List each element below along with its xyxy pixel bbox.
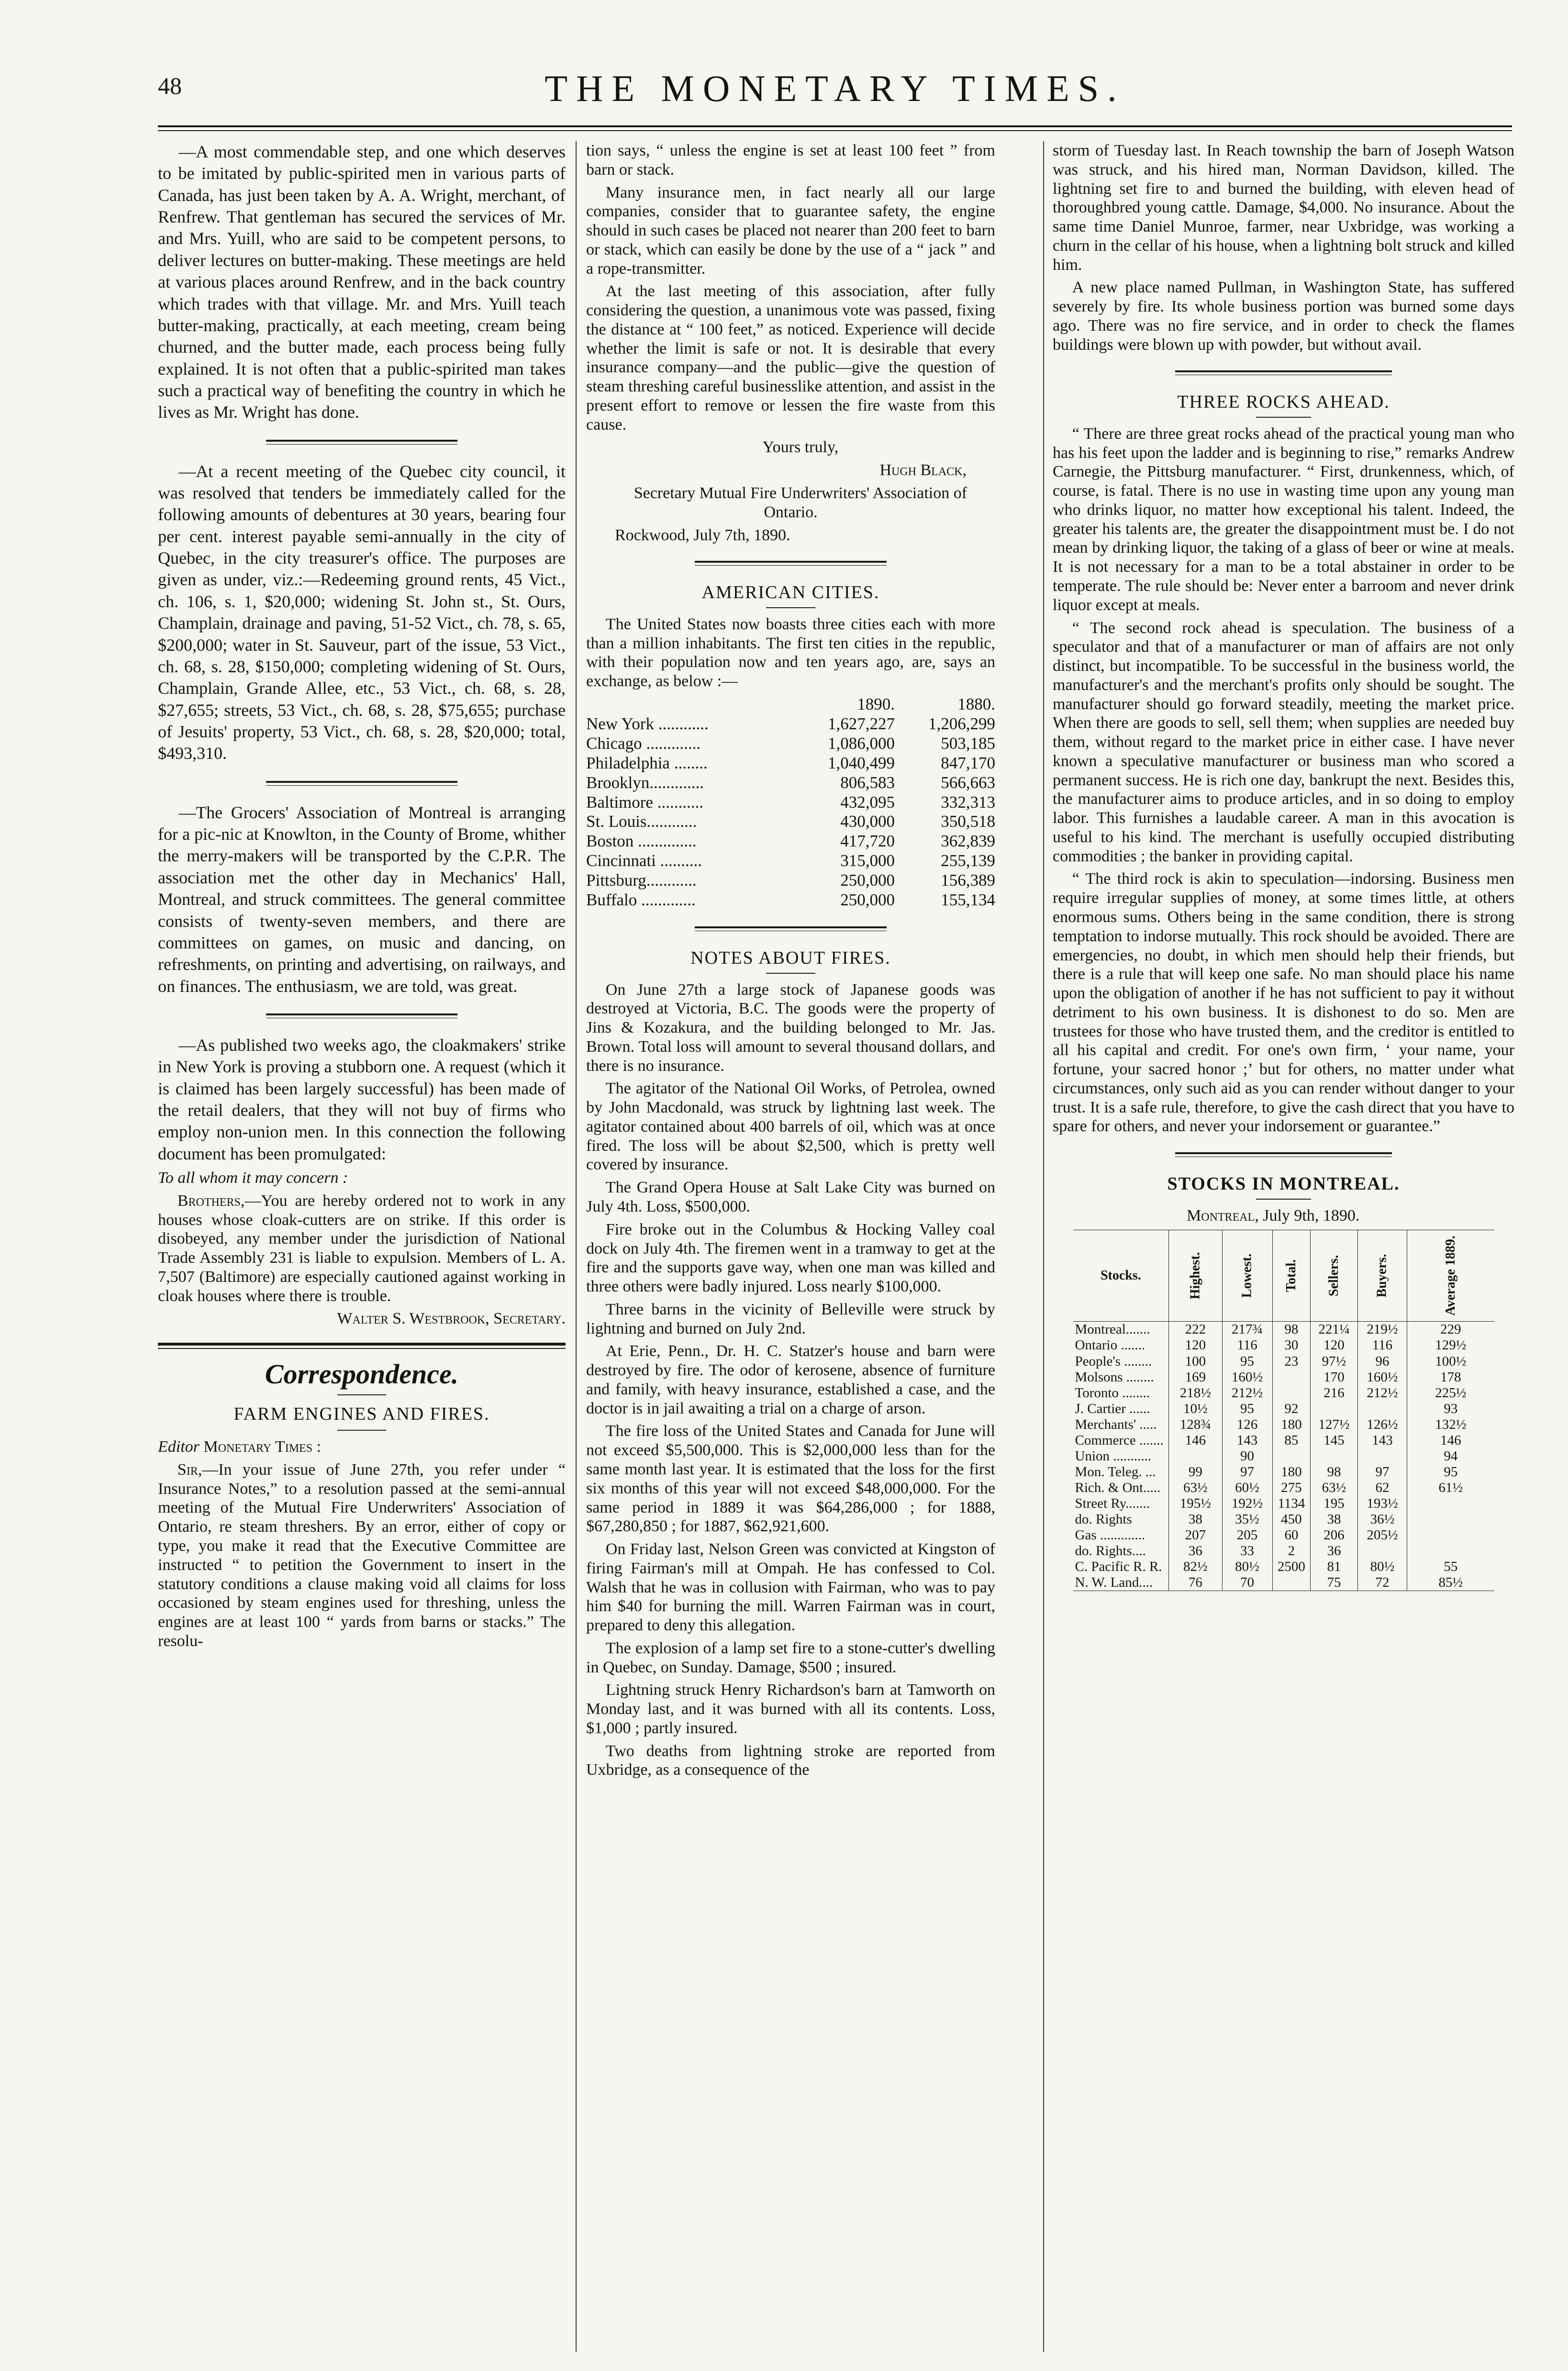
table-cell: 100½ xyxy=(1407,1354,1494,1369)
short-rule xyxy=(1256,417,1312,418)
table-cell: 80½ xyxy=(1357,1559,1407,1575)
table-cell: 81 xyxy=(1311,1559,1357,1575)
table-cell: 146 xyxy=(1407,1433,1494,1448)
table-cell: 23 xyxy=(1272,1354,1311,1369)
table-row xyxy=(1073,1448,1494,1464)
table-cell: Union ........... xyxy=(1075,1448,1151,1464)
table-cell: 156,389 xyxy=(941,871,995,890)
table-row xyxy=(1073,1496,1494,1512)
table-cell: 70 xyxy=(1222,1575,1272,1591)
table-cell: 193½ xyxy=(1357,1496,1407,1512)
table-cell: 95 xyxy=(1407,1464,1494,1480)
paragraph: The United States now boasts three cities each with more than a million inhabitants. The first ten cities in the republic, with their population now and ten years ago, are, says an exchange, as below :— xyxy=(586,615,995,690)
separator-rule xyxy=(695,561,887,566)
table-cell: Cincinnati .......... xyxy=(586,851,702,870)
table-cell: 155,134 xyxy=(941,891,995,910)
column-2 xyxy=(586,141,995,1783)
table-row xyxy=(586,773,995,793)
table-cell: People's ........ xyxy=(1075,1353,1152,1369)
table-cell: 72 xyxy=(1357,1575,1407,1591)
table-header-row xyxy=(586,695,995,714)
separator-rule xyxy=(1175,1152,1392,1157)
stocks-header-label: Buyers. xyxy=(1375,1254,1390,1298)
short-rule xyxy=(337,1394,386,1395)
table-cell: 1,040,499 xyxy=(828,753,895,772)
table-cell: 160½ xyxy=(1222,1369,1272,1385)
separator-rule xyxy=(1175,370,1392,375)
page-number: 48 xyxy=(158,72,182,99)
lead-word: Brothers, xyxy=(177,1191,245,1210)
article-heading: FARM ENGINES AND FIRES. xyxy=(234,1404,490,1425)
stocks-date-place: Montreal, xyxy=(1187,1206,1259,1224)
table-cell: 143 xyxy=(1357,1433,1407,1448)
stocks-header-label: Sellers. xyxy=(1326,1255,1342,1297)
short-rule xyxy=(337,1430,386,1431)
table-cell: 250,000 xyxy=(840,891,895,910)
table-cell xyxy=(1357,1401,1407,1417)
paragraph: The explosion of a lamp set fire to a stone-cutter's dwelling in Quebec, on Sunday. Damage, $500 ; insured. xyxy=(586,1639,995,1676)
table-cell: 94 xyxy=(1407,1448,1494,1464)
short-rule xyxy=(1256,1199,1312,1200)
table-cell: 180 xyxy=(1272,1464,1311,1480)
paragraph xyxy=(158,1460,566,1651)
page-header xyxy=(158,67,1512,120)
table-row xyxy=(1073,1543,1494,1559)
table-cell: 146 xyxy=(1169,1433,1222,1448)
stocks-date-value: July 9th, 1890. xyxy=(1263,1206,1360,1224)
table-cell xyxy=(1311,1401,1357,1417)
table-cell: 120 xyxy=(1311,1337,1357,1353)
table-cell: 145 xyxy=(1311,1433,1357,1448)
table-cell: 212½ xyxy=(1357,1385,1407,1401)
article-heading: THREE ROCKS AHEAD. xyxy=(1177,392,1390,412)
table-cell: Baltimore ........... xyxy=(586,792,703,812)
table-row xyxy=(1073,1401,1494,1417)
paragraph: Many insurance men, in fact nearly all our large companies, consider that to guarantee safety, the engine should in such cases be placed not nearer than 200 feet to barn or stack, which can easily be done by the use of a “ jack ” and a rope-transmitter. xyxy=(586,183,995,278)
table-header-cell xyxy=(1073,1230,1169,1322)
table-cell: 255,139 xyxy=(941,851,995,870)
paragraph xyxy=(158,1191,566,1306)
table-cell xyxy=(1272,1385,1311,1401)
table-cell: 275 xyxy=(1272,1480,1311,1496)
table-cell: 217¾ xyxy=(1222,1322,1272,1338)
table-cell: 85 xyxy=(1272,1433,1311,1448)
table-cell: 417,720 xyxy=(840,832,895,851)
table-cell: 566,663 xyxy=(941,773,995,792)
table-row xyxy=(586,851,995,871)
table-cell: J. Cartier ...... xyxy=(1075,1401,1150,1416)
table-row xyxy=(586,734,995,754)
table-cell xyxy=(1407,1543,1494,1559)
table-cell: 169 xyxy=(1169,1369,1222,1385)
table-row xyxy=(1073,1322,1494,1338)
stocks-header-label: Total. xyxy=(1283,1259,1299,1292)
column-divider xyxy=(1043,141,1044,2352)
table-cell: 212½ xyxy=(1222,1385,1272,1401)
paragraph: —As published two weeks ago, the cloakmakers' strike in New York is proving a stubborn one. A request (which it is claimed has been largely successful) has been made of the retail dealers, that they will not buy of firms who employ non-union men. In this connection the following document has been promulgated: xyxy=(158,1035,566,1163)
table-cell: 36 xyxy=(1169,1543,1222,1559)
section-heading: Correspondence. xyxy=(265,1358,459,1390)
table-cell: 350,518 xyxy=(941,812,995,831)
stocks-date xyxy=(1053,1206,1514,1225)
table-cell: 195 xyxy=(1311,1496,1357,1512)
table-cell: 85½ xyxy=(1407,1575,1494,1591)
table-cell: Toronto ........ xyxy=(1075,1385,1150,1401)
table-cell: 503,185 xyxy=(941,734,995,753)
table-cell: 205½ xyxy=(1357,1527,1407,1543)
table-row xyxy=(1073,1559,1494,1575)
table-cell: 98 xyxy=(1272,1322,1311,1338)
table-cell: 806,583 xyxy=(840,773,895,792)
column-divider xyxy=(576,141,577,2352)
editor-label: Editor xyxy=(158,1438,200,1456)
table-cell: 100 xyxy=(1169,1354,1222,1369)
table-header-cell xyxy=(1407,1230,1494,1322)
paragraph: —A most commendable step, and one which deserves to be imitated by public-spirited men in various parts of Canada, has just been taken by A. A. Wright, merchant, of Renfrew. That gentleman has secured the services of Mr. and Mrs. Yuill, who are said to be competent persons, to deliver lectures on butter-making. These meetings are held at various places around Renfrew, and in the back country which trades with that village. Mr. and Mrs. Yuill teach butter-making, practically, at each meeting, cream being churned, and the butter made, each process being fully explained. It is not often that a public-spirited man takes such a practical way of benefiting the country in which he lives as Mr. Wright has done. xyxy=(158,142,566,422)
table-cell: 116 xyxy=(1357,1337,1407,1353)
separator-rule xyxy=(266,1013,457,1018)
table-cell: 143 xyxy=(1222,1433,1272,1448)
table-cell: 430,000 xyxy=(840,812,895,831)
table-cell: 129½ xyxy=(1407,1337,1494,1353)
table-cell: Ontario ....... xyxy=(1075,1337,1145,1353)
signature-place: Rockwood, July 7th, 1890. xyxy=(615,526,790,544)
table-cell: 30 xyxy=(1272,1337,1311,1353)
masthead-title: THE MONETARY TIMES. xyxy=(545,67,1125,109)
table-cell: 75 xyxy=(1311,1575,1357,1591)
table-cell: 128¾ xyxy=(1169,1417,1222,1433)
table-cell: 195½ xyxy=(1169,1496,1222,1512)
table-cell: 120 xyxy=(1169,1337,1222,1353)
table-cell: 1,086,000 xyxy=(828,734,895,753)
table-cell xyxy=(1357,1543,1407,1559)
article-heading: AMERICAN CITIES. xyxy=(701,582,880,603)
table-cell: 97 xyxy=(1222,1464,1272,1480)
table-cell: 62 xyxy=(1357,1480,1407,1496)
table-header-cell xyxy=(1357,1230,1407,1322)
lead-word: Sir, xyxy=(177,1460,202,1479)
separator-rule xyxy=(266,781,457,786)
table-row xyxy=(586,891,995,910)
table-cell: 61½ xyxy=(1407,1480,1494,1496)
paragraph: Two deaths from lightning stroke are reported from Uxbridge, as a consequence of the xyxy=(586,1742,995,1779)
table-cell: Chicago ............. xyxy=(586,734,701,753)
table-cell: Street Ry....... xyxy=(1075,1495,1150,1511)
paragraph: Lightning struck Henry Richardson's barn at Tamworth on Monday last, and it was burned with all its contents. Loss, $1,000 ; partly insured. xyxy=(586,1681,995,1737)
table-cell: 126 xyxy=(1222,1417,1272,1433)
table-row xyxy=(1073,1512,1494,1527)
paragraph: Fire broke out in the Columbus & Hocking Valley coal dock on July 4th. The firemen went in a tramway to get at the fire and the supports gave way, when one man was killed and three others were badly injured. Loss nearly $100,000. xyxy=(586,1220,995,1296)
table-cell xyxy=(1272,1575,1311,1591)
table-cell: 92 xyxy=(1272,1401,1311,1417)
table-cell: 90 xyxy=(1222,1448,1272,1464)
table-cell: 432,095 xyxy=(840,792,895,812)
paragraph: “ The second rock ahead is speculation. The business of a speculator and that of a manufacturer or man of affairs are not only distinct, but incompatible. To be successful in the business world, the manufacturer's and the merchant's profits only should be sought. The manufacturer should go forward steadily, meeting the market price. When there are goods to sell, sell them; when supplies are needed buy them, without regard to the market price in either case. I have never known a speculative manufacturer or business man who scored a permanent success. He is rich one day, bankrupt the next. Besides this, the manufacturer aims to produce articles, and in so doing to employ labor. This furnishes a laudable career. A man in this avocation is useful to his kind. The merchant is usefully occupied distributing commodities ; the banker in providing capital. xyxy=(1053,619,1514,865)
table-cell: 63½ xyxy=(1169,1480,1222,1496)
table-cell: 362,839 xyxy=(941,832,995,851)
table-row xyxy=(1073,1354,1494,1369)
table-cell: 93 xyxy=(1407,1401,1494,1417)
table-row xyxy=(1073,1433,1494,1448)
table-cell: 315,000 xyxy=(840,851,895,870)
table-header-cell: 1890. xyxy=(857,694,895,713)
closing: Yours truly, xyxy=(762,438,839,456)
table-cell: 847,170 xyxy=(941,753,995,772)
table-row xyxy=(1073,1417,1494,1433)
table-cell: 1,627,227 xyxy=(828,714,895,733)
table-cell: 82½ xyxy=(1169,1559,1222,1575)
table-row xyxy=(586,754,995,773)
table-cell: 99 xyxy=(1169,1464,1222,1480)
stocks-header-label: Lowest. xyxy=(1239,1254,1255,1298)
section-rule xyxy=(158,1343,566,1349)
stocks-table xyxy=(1073,1230,1494,1591)
paragraph-body: —You are hereby ordered not to work in any houses whose cloak-cutters are on strike. If this order is disobeyed, any member under the jurisdiction of National Trade Assembly 231 is liable to expulsion. Members of L. A. 7,507 (Baltimore) are especially cautioned against working in cloak houses where there is trouble. xyxy=(158,1191,566,1305)
table-cell: 332,313 xyxy=(941,792,995,812)
table-cell: Montreal....... xyxy=(1075,1322,1150,1337)
table-cell: 38 xyxy=(1169,1512,1222,1527)
table-header-cell xyxy=(1272,1230,1311,1322)
salutation: To all whom it may concern : xyxy=(158,1169,348,1187)
table-cell: Gas ............. xyxy=(1075,1527,1145,1543)
table-cell xyxy=(1407,1496,1494,1512)
table-cell: 38 xyxy=(1311,1512,1357,1527)
table-cell: 160½ xyxy=(1357,1369,1407,1385)
article-heading: NOTES ABOUT FIRES. xyxy=(690,948,891,968)
table-cell: 36½ xyxy=(1357,1512,1407,1527)
table-cell: 33 xyxy=(1222,1543,1272,1559)
table-cell: N. W. Land.... xyxy=(1073,1575,1169,1591)
table-row xyxy=(586,793,995,813)
table-cell: 97½ xyxy=(1311,1354,1357,1369)
table-row xyxy=(1073,1575,1494,1591)
table-row xyxy=(586,812,995,832)
table-cell xyxy=(1407,1527,1494,1543)
paragraph: The Grand Opera House at Salt Lake City was burned on July 4th. Loss, $500,000. xyxy=(586,1179,995,1216)
table-cell: 132½ xyxy=(1407,1417,1494,1433)
editor-recipient: Monetary Times : xyxy=(203,1438,321,1456)
table-cell xyxy=(1407,1512,1494,1527)
table-cell: 170 xyxy=(1311,1369,1357,1385)
table-cell: New York ............ xyxy=(586,714,709,733)
table-cell: 35½ xyxy=(1222,1512,1272,1527)
table-cell: 2500 xyxy=(1272,1559,1311,1575)
table-cell: Mon. Teleg. ... xyxy=(1075,1464,1156,1480)
table-cell xyxy=(1272,1448,1311,1464)
paragraph: “ There are three great rocks ahead of the practical young man who has his feet upon the ladder and is beginning to rise,” remarks Andrew Carnegie, the Pittsburg manufacturer. “ First, drunkenness, which, of course, is fatal. There is no use in wasting time upon any young man who drinks liquor, no matter how exceptional his talent. Indeed, the greater his talents are, the greater the disappointment must be. I do not mean by drinking liquor, the taking of a glass of beer or wine at meals. It is not necessary for a man to be a total abstainer in order to be temperate. The rule should be: Never enter a barroom and never drink liquor except at meals. xyxy=(1053,424,1514,614)
table-cell: 55 xyxy=(1407,1559,1494,1575)
paragraph: tion says, “ unless the engine is set at least 100 feet ” from barn or stack. xyxy=(586,142,995,178)
paragraph: The fire loss of the United States and Canada for June will not exceed $5,500,000. This is $2,000,000 less than for the same month last year. It is estimated that the loss for the first six months of this year will not exceed $48,000,000. For the same period in 1889 it was $64,286,000 ; for 1888, $67,280,850 ; for 1887, $62,921,600. xyxy=(586,1422,995,1536)
table-cell xyxy=(1311,1448,1357,1464)
table-cell: 60 xyxy=(1272,1527,1311,1543)
table-cell: 60½ xyxy=(1222,1480,1272,1496)
table-cell: Buffalo ............. xyxy=(586,891,696,910)
paragraph: “ The third rock is akin to speculation—indorsing. Business men require irregular supplies of money, at some times little, at others enormous sums. Others being in the same condition, there is strong temptation to indorse mutually. This rock should be avoided. There are emergencies, no doubt, in which men should help their friends, but there is a rule that will keep one safe. No man should place his name upon the obligation of another if he has not sufficient to pay it without detriment to his own business. It is dishonest to do so. Men are trustees for those who have trusted them, and the creditor is entitled to all his capital and credit. For one's own firm, ‘ your name, your fortune, your sacred honor ;’ but for others, no matter under what circumstances, only such aid as you can render without danger to your trust. It is a safe rule, therefore, to give the cash direct that you have to spare for others, and never your indorsement or guarantee.” xyxy=(1053,870,1514,1135)
table-cell xyxy=(1272,1369,1311,1385)
table-header-row xyxy=(1073,1230,1494,1322)
table-row xyxy=(1073,1369,1494,1385)
table-cell: 127½ xyxy=(1311,1417,1357,1433)
table-cell: 80½ xyxy=(1222,1559,1272,1575)
article-heading: STOCKS IN MONTREAL. xyxy=(1167,1174,1400,1194)
short-rule xyxy=(766,973,815,974)
table-cell: 205 xyxy=(1222,1527,1272,1543)
table-cell: Pittsburg............ xyxy=(586,871,697,890)
table-cell: 218½ xyxy=(1169,1385,1222,1401)
table-header-cell xyxy=(1169,1230,1222,1322)
separator-rule xyxy=(695,926,887,931)
table-cell: 2 xyxy=(1272,1543,1311,1559)
table-cell: 1134 xyxy=(1272,1496,1311,1512)
table-cell: Commerce ....... xyxy=(1075,1432,1164,1448)
header-rule xyxy=(158,125,1512,131)
paragraph: Three barns in the vicinity of Belleville were struck by lightning and burned on July 2nd. xyxy=(586,1300,995,1337)
table-cell: 76 xyxy=(1169,1575,1222,1591)
table-cell: 180 xyxy=(1272,1417,1311,1433)
column-3 xyxy=(1053,141,1514,1591)
table-cell: 63½ xyxy=(1311,1480,1357,1496)
table-cell: 116 xyxy=(1222,1337,1272,1353)
table-cell: C. Pacific R. R. xyxy=(1075,1559,1162,1575)
editor-line xyxy=(158,1437,566,1457)
table-cell: 95 xyxy=(1222,1401,1272,1417)
paragraph: At Erie, Penn., Dr. H. C. Statzer's house and barn were destroyed by fire. The odor of kerosene, absence of furniture and family, with heavy insurance, established a case, and the doctor is in jail awaiting a trial on a charge of arson. xyxy=(586,1342,995,1417)
paragraph: At the last meeting of this association, after fully considering the question, a unanimous vote was passed, fixing the distance at “ 100 feet,” as noticed. Experience will decide whether the limit is safe or not. It is desirable that every insurance company—and the public—give the question of steam threshing careful businesslike attention, and assist in the present effort to remove or lessen the fire waste from this cause. xyxy=(586,282,995,434)
table-cell xyxy=(1357,1448,1407,1464)
table-cell: 97 xyxy=(1357,1464,1407,1480)
table-cell: Rich. & Ont..... xyxy=(1075,1480,1161,1495)
table-cell: 192½ xyxy=(1222,1496,1272,1512)
table-cell: 96 xyxy=(1357,1354,1407,1369)
paragraph: storm of Tuesday last. In Reach township the barn of Joseph Watson was struck, and his hired man, Norman Davidson, killed. The lightning set fire to and burned the building, with eleven head of thoroughbred young cattle. Damage, $4,000. No insurance. About the same time Daniel Munroe, farmer, near Uxbridge, was working a churn in the cellar of his house, when a lightning bolt struck and killed him. xyxy=(1053,142,1514,274)
table-row xyxy=(1073,1480,1494,1496)
table-header-cell xyxy=(586,695,794,714)
table-cell: 178 xyxy=(1407,1369,1494,1385)
table-cell: 222 xyxy=(1169,1322,1222,1338)
table-cell: do. Rights xyxy=(1075,1511,1132,1527)
signature: Walter S. Westbrook, Secretary. xyxy=(337,1310,566,1328)
table-cell: 229 xyxy=(1407,1322,1494,1338)
table-header-cell xyxy=(1222,1230,1272,1322)
paragraph-body: —In your issue of June 27th, you refer under “ Insurance Notes,” to a resolution passed at the semi-annual meeting of the Mutual Fire Underwriters' Association of Ontario, re steam threshers. By an error, either of copy or type, you make it read that the Executive Committee are instructed “ to petition the Government to insert in the statutory conditions a clause making void all claims for loss occasioned by steam engines used for threshing, unless the engines are at least 100 “ yards from barns or stacks.” The resolu- xyxy=(158,1460,566,1650)
stocks-header-label: Stocks. xyxy=(1100,1268,1141,1283)
paragraph: The agitator of the National Oil Works, of Petrolea, owned by John Macdonald, was struck by lightning last week. The agitator contained about 400 barrels of oil, which was at once fired. The loss will be about $2,500, which is pretty well covered by insurance. xyxy=(586,1080,995,1174)
table-row xyxy=(586,714,995,734)
table-cell: Brooklyn............. xyxy=(586,773,704,792)
table-cell: Merchants' ..... xyxy=(1075,1416,1157,1432)
table-cell: 98 xyxy=(1311,1464,1357,1480)
table-cell xyxy=(1169,1448,1222,1464)
table-header-cell: 1880. xyxy=(957,694,995,713)
table-row xyxy=(1073,1337,1494,1353)
table-cell: 250,000 xyxy=(840,871,895,890)
paragraph: On June 27th a large stock of Japanese goods was destroyed at Victoria, B.C. The goods were the property of Jins & Kozakura, and the building belonged to Mr. Jas. Brown. Total loss will amount to several thousand dollars, and there is no insurance. xyxy=(586,980,995,1075)
table-cell: 1,206,299 xyxy=(928,714,995,733)
table-cell: 225½ xyxy=(1407,1385,1494,1401)
table-cell: 207 xyxy=(1169,1527,1222,1543)
table-row xyxy=(586,871,995,891)
table-header-cell xyxy=(1311,1230,1357,1322)
table-row xyxy=(1073,1464,1494,1480)
paragraph: On Friday last, Nelson Green was convicted at Kingston of firing Fairman's mill at Ompah. He has confessed to Col. Walsh that he was in collusion with Fairman, who was to pay him $40 for burning the mill. Warren Fairman was in court, prepared to deny this allegation. xyxy=(586,1540,995,1635)
table-cell: 126½ xyxy=(1357,1417,1407,1433)
table-cell: 219½ xyxy=(1357,1322,1407,1338)
table-cell: 450 xyxy=(1272,1512,1311,1527)
table-cell: St. Louis............ xyxy=(586,812,697,831)
table-cell: Philadelphia ........ xyxy=(586,753,708,772)
table-row xyxy=(1073,1527,1494,1543)
stocks-header-label: Highest. xyxy=(1188,1252,1203,1300)
table-cell: 216 xyxy=(1311,1385,1357,1401)
table-cell: Molsons ........ xyxy=(1075,1369,1154,1385)
paragraph: —At a recent meeting of the Quebec city council, it was resolved that tenders be immediately called for the following amounts of debentures at 30 years, bearing four per cent. interest payable semi-annually in the city of Quebec, in the city treasurer's office. The purposes are given as under, viz.:—Redeeming ground rents, 45 Vict., ch. 106, s. 1, $20,000; widening St. John st., St. Ours, Champlain, drainage and paving, 51-52 Vict., ch. 78, s. 65, $200,000; water in St. Sauveur, part of the issue, 53 Vict., ch. 68, s. 28, $150,000; completing widening of St. Ours, Champlain, Grande Allee, etc., 53 Vict., ch. 68, s. 28, $27,655; streets, 53 Vict., ch. 68, s. 28, $75,655; purchase of Jesuits' property, 53 Vict., ch. 68, s. 28, $20,000; total, $493,310. xyxy=(158,461,566,763)
table-cell: Boston .............. xyxy=(586,832,697,851)
short-rule xyxy=(766,607,815,608)
table-cell: 10½ xyxy=(1169,1401,1222,1417)
table-cell: 206 xyxy=(1311,1527,1357,1543)
table-cell: 36 xyxy=(1311,1543,1357,1559)
table-cell: 95 xyxy=(1222,1354,1272,1369)
table-cell: do. Rights.... xyxy=(1075,1543,1146,1559)
separator-rule xyxy=(266,440,457,445)
paragraph: A new place named Pullman, in Washington State, has suffered severely by fire. Its whole business portion was burned some days ago. There was no fire service, and in order to check the flames buildings were blown up with powder, but without avail. xyxy=(1053,278,1514,354)
signature-name: Hugh Black, xyxy=(879,461,967,479)
stocks-header-label: Average 1889. xyxy=(1443,1236,1458,1316)
signature-title: Secretary Mutual Fire Underwriters' Association of Ontario. xyxy=(634,484,967,521)
table-cell: 221¼ xyxy=(1311,1322,1357,1338)
paragraph: —The Grocers' Association of Montreal is arranging for a pic-nic at Knowlton, in the County of Brome, whither the merry-makers will be transported by the C.P.R. The association met the other day in Mechanics' Hall, Montreal, and struck committees. The general committee consists of twenty-seven members, and there are committees on games, on music and dancing, on refreshments, on printing and advertising, on railways, and on finances. The enthusiasm, we are told, was great. xyxy=(158,802,566,996)
column-1 xyxy=(158,141,566,1655)
table-row xyxy=(1073,1385,1494,1401)
cities-table xyxy=(586,695,995,910)
table-row xyxy=(586,832,995,851)
